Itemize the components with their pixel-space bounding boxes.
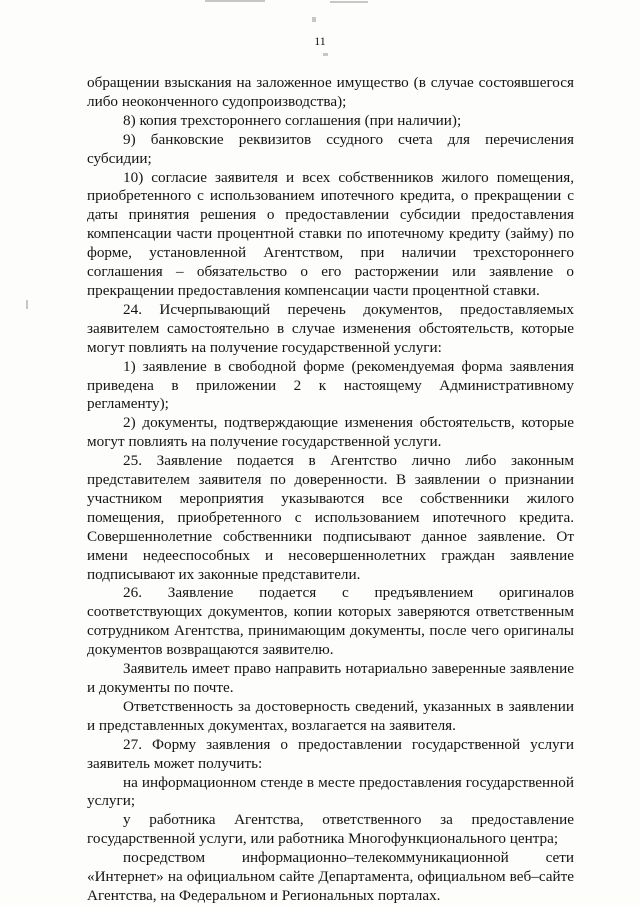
clause-26-responsibility: Ответственность за достоверность сведений, указанных в заявлении и представленных документах, возлагается на заявителя. [87,697,574,734]
clause-27-option-employee: у работника Агентства, ответственного за предоставление государственной услуги, или работника Многофункционального центра; [87,811,574,848]
scan-speck [330,1,368,3]
scan-speck [26,300,28,309]
clause-27: 27. Форму заявления о предоставлении государственной услуги заявитель может получить: [87,735,574,772]
clause-26: 26. Заявление подается с предъявлением оригиналов соответствующих документов, копии которых заверяются ответственным сотрудником Агентства, принимающим документы, после чего оригиналы документов возвращаются заявителю. [87,584,574,659]
clause-26-postal: Заявитель имеет право направить нотариально заверенные заявление и документы по почте. [87,660,574,696]
clause-27-option-internet: посредством информационно–телекоммуникационной сети «Интернет» на официальном сайте Департамента, официальном веб–сайте Агентства, на Федеральном и Региональных порталах. [87,849,574,904]
clause-27-option-stand: на информационном стенде в месте предоставления государственной услуги; [87,773,574,810]
scan-speck [312,17,316,22]
page-number: 11 [314,34,326,48]
scan-speck [205,0,265,2]
clause-25: 25. Заявление подается в Агентство лично либо законным представителем заявителя по доверенности. В заявлении о признании участником мероприятия указываются все собственники жилого помещения, приобретенного с использованием ипотечного кредита. Совершеннолетние собственники подписывают данное заявление. От имени недееспособных и несовершеннолетних граждан заявление подписывают их законные представители. [87,452,574,583]
scan-speck [323,53,328,56]
paragraph-continuation: обращении взыскания на заложенное имущество (в случае состоявшегося либо неоконченного судопроизводства); [87,74,574,110]
document-body [87,74,574,905]
clause-24-item-2: 2) документы, подтверждающие изменения обстоятельств, которые могут повлиять на получение государственной услуги. [87,414,574,451]
list-item-8: 8) копия трехстороннего соглашения (при наличии); [123,111,462,129]
list-item-9: 9) банковские реквизитов ссудного счета для перечисления субсидии; [87,130,574,167]
list-item-10: 10) согласие заявителя и всех собственников жилого помещения, приобретенного с использованием ипотечного кредита, о прекращении с даты принятия решения о предоставлении субсидии предоставления компенсации части процентной ставки по ипотечному кредиту (займу) по форме, установленной Агентством, при наличии трехстороннего соглашения – обязательство о его расторжении или заявление о прекращении предоставления компенсации части процентной ставки. [87,168,574,299]
clause-24: 24. Исчерпывающий перечень документов, предоставляемых заявителем самостоятельно в случае изменения обстоятельств, которые могут повлиять на получение государственной услуги: [87,300,574,356]
clause-24-item-1: 1) заявление в свободной форме (рекомендуемая форма заявления приведена в приложении 2 к настоящему Административному регламенту); [87,357,574,413]
